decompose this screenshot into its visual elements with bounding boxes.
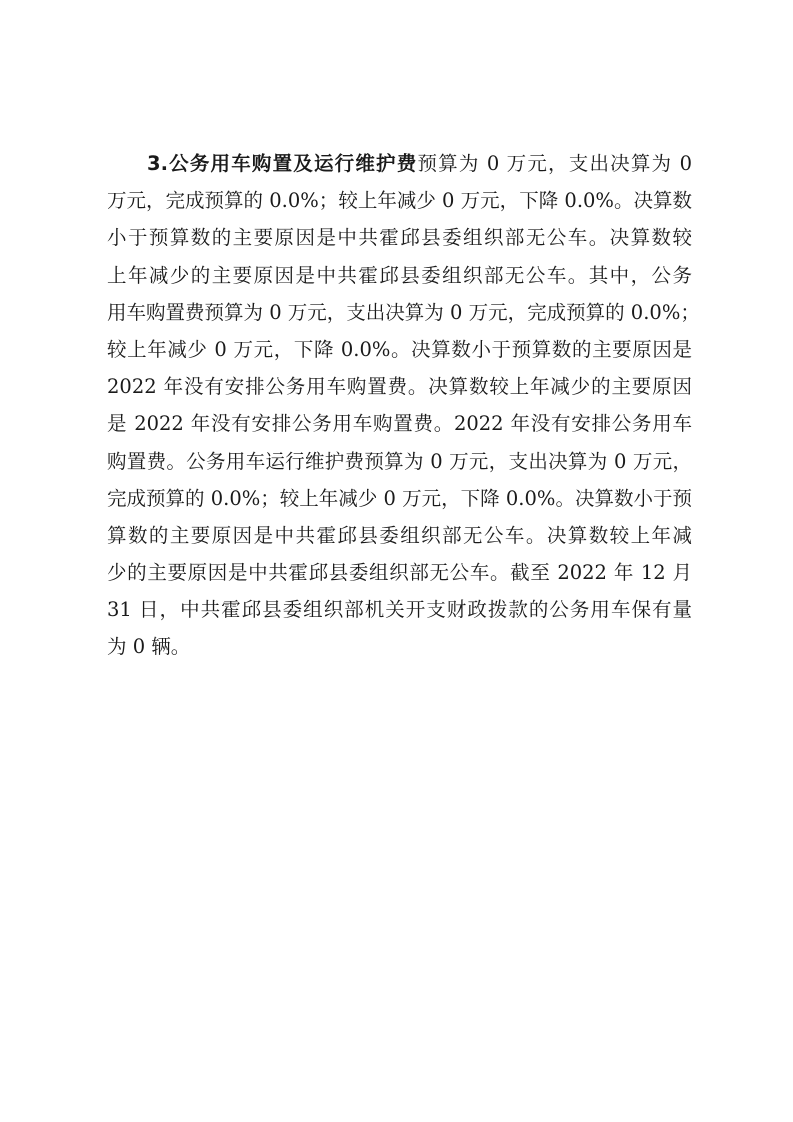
paragraph-line: 算数的主要原因是中共霍邱县委组织部无公车。决算数较上年减 [107,523,692,547]
paragraph-line: 用车购置费预算为 0 万元，支出决算为 0 万元，完成预算的 0.0%； [107,300,700,324]
paragraph-line: 上年减少的主要原因是中共霍邱县委组织部无公车。其中，公务 [107,263,692,287]
paragraph-line: 2022 年没有安排公务用车购置费。决算数较上年减少的主要原因 [107,375,692,399]
paragraph-line: 万元，完成预算的 0.0%；较上年减少 0 万元，下降 0.0%。决算数 [107,189,692,213]
paragraph-line: 较上年减少 0 万元，下降 0.0%。决算数小于预算数的主要原因是 [107,337,692,361]
paragraph-line [107,145,692,182]
paragraph-line: 小于预算数的主要原因是中共霍邱县委组织部无公车。决算数较 [107,226,692,250]
paragraph-line: 为 0 辆。 [107,635,191,659]
body-paragraph [107,145,700,666]
paragraph-line: 是 2022 年没有安排公务用车购置费。2022 年没有安排公务用车 [107,412,692,436]
paragraph-line: 购置费。公务用车运行维护费预算为 0 万元，支出决算为 0 万元， [107,449,692,473]
paragraph-line: 完成预算的 0.0%；较上年减少 0 万元，下降 0.0%。决算数小于预 [107,486,692,510]
paragraph-line: 少的主要原因是中共霍邱县委组织部无公车。截至 2022 年 12 月 [107,561,692,585]
section-heading: 3.公务用车购置及运行维护费 [147,152,418,175]
paragraph-line: 31 日，中共霍邱县委组织部机关开支财政拨款的公务用车保有量 [107,598,692,622]
paragraph-line-text: 预算为 0 万元，支出决算为 0 [417,152,692,175]
